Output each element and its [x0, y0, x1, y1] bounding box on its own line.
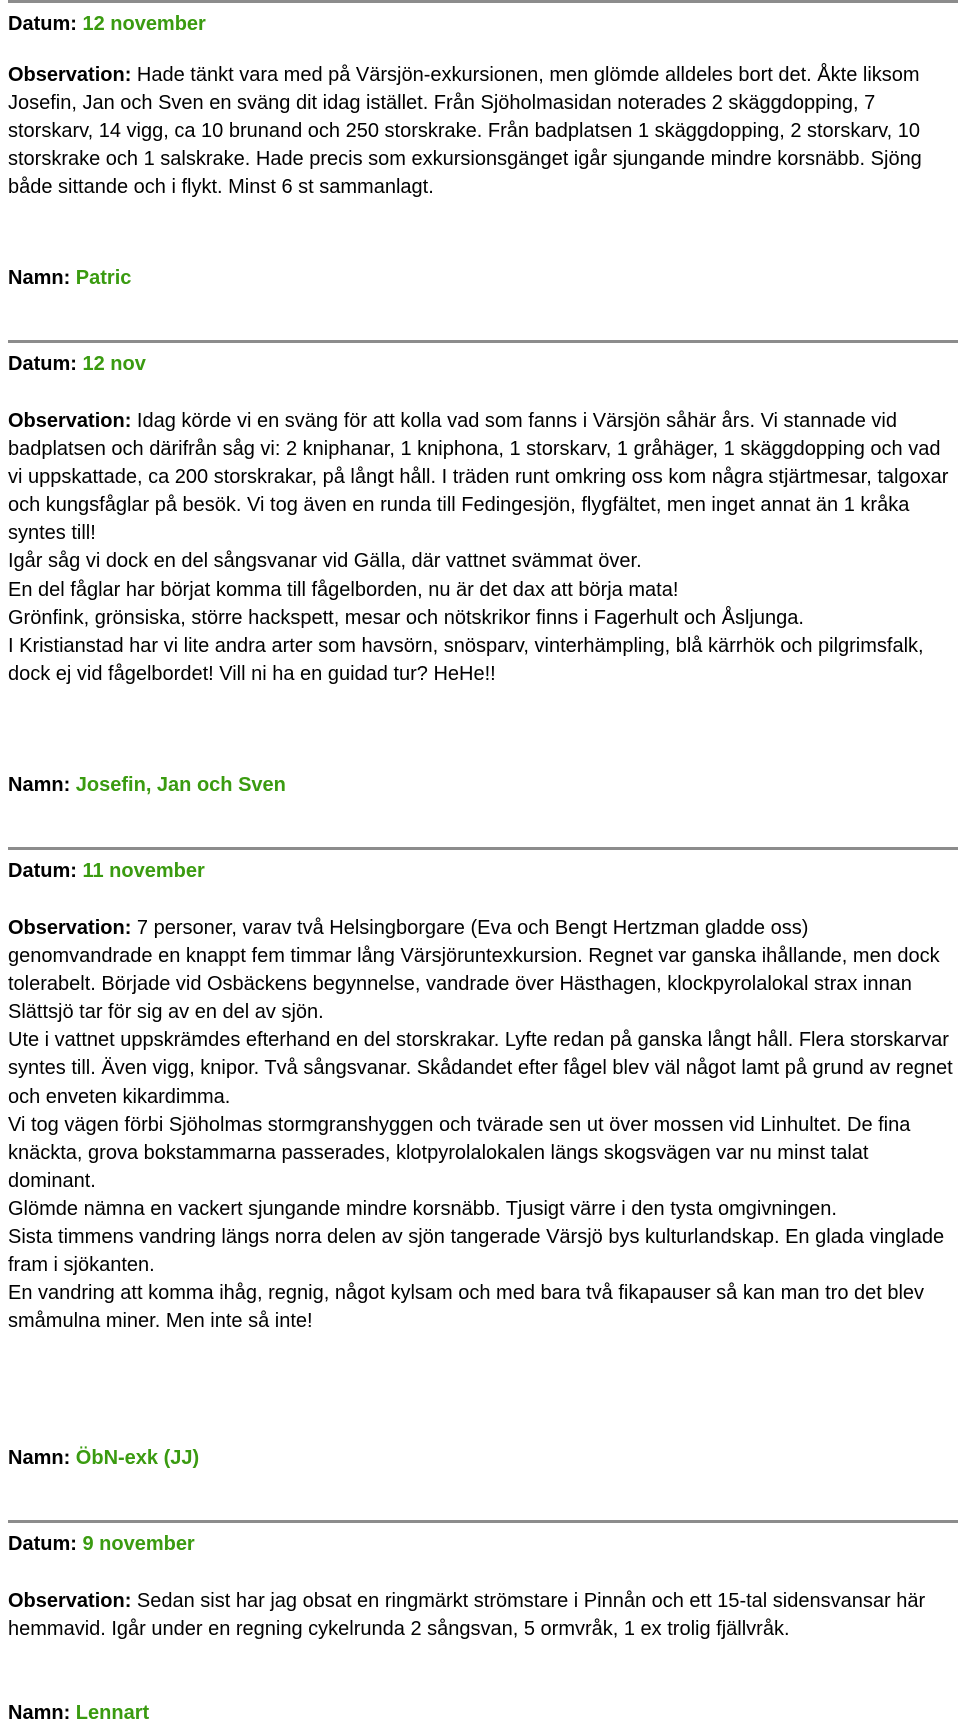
name-label: Namn:: [8, 1702, 71, 1724]
observation-label: Observation:: [8, 1590, 132, 1612]
entry-date-line: [8, 352, 146, 376]
entry-observation: [8, 1587, 956, 1643]
date-label: Datum:: [8, 1533, 77, 1555]
observation-label: Observation:: [8, 410, 132, 432]
entry-date: 12 nov: [82, 353, 146, 375]
entry-date-line: [8, 12, 206, 36]
date-label: Datum:: [8, 353, 77, 375]
entry-separator: [8, 1520, 958, 1523]
entry-observation: [8, 61, 956, 201]
observation-paragraph: Grönfink, grönsiska, större hackspett, mesar och nötskrikor finns i Fagerhult och Åsljunga.: [8, 606, 804, 629]
observation-text: Hade tänkt vara med på Värsjön-exkursionen, men glömde alldeles bort det. Åkte liksom Josefin, Jan och Sven en sväng dit idag istället. Från Sjöholmasidan noterades 2 skäggdopping, 7 storskarv, 14 vigg, ca 10 brunand och 250 storskrake. Från badplatsen 1 skäggdopping, 2 storskarv, 10 storskrake och 1 salskrake. Hade precis som exkursionsgänget igår sjungande mindre korsnäbb. Sjöng både sittande och i flykt. Minst 6 st sammanlagt.: [8, 64, 922, 199]
entry-name: Josefin, Jan och Sven: [75, 774, 286, 796]
observation-paragraph: [8, 61, 956, 201]
observation-paragraph: I Kristianstad har vi lite andra arter som havsörn, snösparv, vinterhämpling, blå kärrhök och pilgrimsfalk, dock ej vid fågelbordet! Vill ni ha en guidad tur? HeHe!!: [8, 634, 924, 685]
entry-name: ÖbN-exk (JJ): [75, 1447, 200, 1469]
entry-date-line: [8, 859, 205, 883]
entry-separator: [8, 847, 958, 850]
entry-name-line: [8, 1446, 199, 1470]
observation-paragraph: Sista timmens vandring längs norra delen av sjön tangerade Värsjö bys kulturlandskap. En glada vinglade fram i sjökanten.: [8, 1226, 945, 1277]
entry-name: Lennart: [75, 1702, 150, 1724]
date-label: Datum:: [8, 860, 77, 882]
entry-date-line: [8, 1532, 195, 1556]
entry-date: 12 november: [82, 13, 206, 35]
entry-separator: [8, 0, 958, 3]
observation-paragraph: Vi tog vägen förbi Sjöholmas stormgranshyggen och tvärade sen ut över mossen vid Linhultet. De fina knäckta, grova bokstammarna passerades, klotpyrolalokalen längs skogsvägen var nu minst talat dominant.: [8, 1113, 911, 1192]
entry-date: 9 november: [82, 1533, 195, 1555]
observation-text: Idag körde vi en sväng för att kolla vad som fanns i Värsjön såhär års. Vi stannade vid badplatsen och därifrån såg vi: 2 kniphanar, 1 kniphona, 1 storskarv, 1 gråhäger, 1 skäggdopping och vad vi uppskattade, ca 200 storskrakar, på långt håll. I träden runt omkring oss kom några stjärtmesar, talgoxar och kungsfåglar på besök. Vi tog även en runda till Fedingesjön, flygfältet, men inget annat än 1 kråka syntes till!: [8, 410, 949, 545]
observation-paragraph: Glömde nämna en vackert sjungande mindre korsnäbb. Tjusigt värre i den tysta omgivningen.: [8, 1197, 837, 1220]
entry-name-line: [8, 266, 131, 290]
observation-text: Sedan sist har jag obsat en ringmärkt strömstare i Pinnån och ett 15-tal sidensvansar här hemmavid. Igår under en regning cykelrunda 2 sångsvan, 5 ormvråk, 1 ex trolig fjällvråk.: [8, 1590, 926, 1641]
name-label: Namn:: [8, 774, 71, 796]
entry-name: Patric: [75, 267, 132, 289]
observation-paragraph: [8, 407, 956, 547]
date-label: Datum:: [8, 13, 77, 35]
observation-label: Observation:: [8, 917, 132, 939]
entry-observation: [8, 914, 956, 1335]
observation-paragraph: Ute i vattnet uppskrämdes efterhand en del storskrakar. Lyfte redan på ganska långt håll. Flera storskarvar syntes till. Även vigg, knipor. Två sångsvanar. Skådandet efter fågel blev väl något lamt på grund av regnet och enveten kikardimma.: [8, 1029, 953, 1108]
observation-paragraph: En del fåglar har börjat komma till fågelborden, nu är det dax att börja mata!: [8, 578, 679, 601]
entry-date: 11 november: [82, 860, 205, 882]
name-label: Namn:: [8, 1447, 71, 1469]
observation-paragraph: [8, 1587, 956, 1643]
observation-label: Observation:: [8, 64, 132, 86]
entry-observation: [8, 407, 956, 688]
entry-name-line: [8, 773, 286, 797]
observation-text: 7 personer, varav två Helsingborgare (Eva och Bengt Hertzman gladde oss) genomvandrade en knappt fem timmar lång Värsjöruntexkursion. Regnet var ganska ihållande, men dock tolerabelt. Började vid Osbäckens begynnelse, vandrade över Hästhagen, klockpyrolalokal strax innan Slättsjö tar för sig av en del av sjön.: [8, 917, 940, 1024]
entry-separator: [8, 340, 958, 343]
observation-paragraph: En vandring att komma ihåg, regnig, något kylsam och med bara två fikapauser så kan man tro det blev småmulna miner. Men inte så inte!: [8, 1282, 925, 1333]
observation-paragraph: Igår såg vi dock en del sångsvanar vid Gälla, där vattnet svämmat över.: [8, 550, 642, 573]
entry-name-line: [8, 1701, 149, 1725]
observation-paragraph: [8, 914, 956, 1026]
name-label: Namn:: [8, 267, 71, 289]
